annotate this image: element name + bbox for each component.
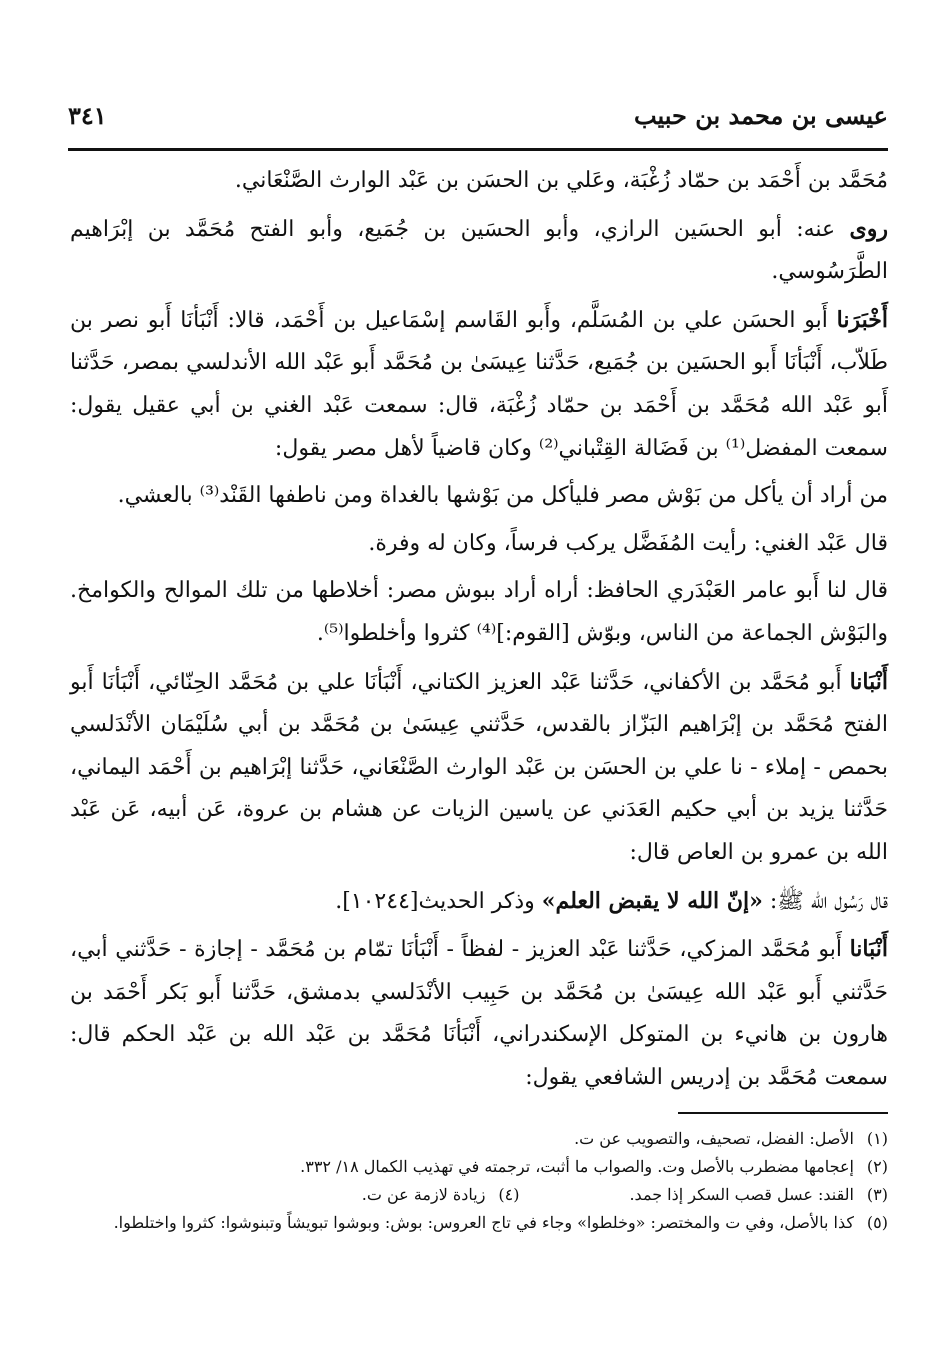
- footnote-text: القند: عسل قصب السكر إذا جمد.: [629, 1185, 854, 1204]
- paragraph-7: [70, 661, 888, 875]
- footnote-rule: [678, 1112, 888, 1114]
- page-header: [68, 95, 888, 135]
- footnote-text: زيادة لازمة عن ت.: [361, 1185, 486, 1204]
- paragraph-1: [70, 160, 888, 203]
- footnote-text: إعجامها مضطرب بالأصل وت. والصواب ما أثبت، ترجمته في تهذيب الكمال ١٨/ ٣٣٢.: [300, 1157, 854, 1176]
- paragraph-text: عنه: أبو الحسَين الرازي، وأبو الحسَين بن جُمَيع، وأبو الفتح مُحَمَّد بن إبْرَاهيم الطَّرَسُوسي.: [70, 216, 888, 285]
- footnote-number: (١): [866, 1129, 888, 1148]
- footnote-number: (٤): [498, 1185, 520, 1204]
- footnote-3: [629, 1182, 888, 1208]
- footnote-number: (٣): [866, 1185, 888, 1204]
- footnote-1: [70, 1126, 888, 1152]
- paragraph-9: [70, 928, 888, 1099]
- paragraph-2: [70, 208, 888, 294]
- main-text: [70, 160, 888, 1104]
- footnote-number: (٢): [866, 1157, 888, 1176]
- paragraph-5: [70, 523, 888, 566]
- paragraph-text: أَبو مُحَمَّد المزكي، حَدَّثنا عَبْد العزيز - لفظاً - أَنْبَأنَا تمّام بن مُحَمَّد - إجازة - حَدَّثني أبي، حَدَّثني أَبو عَبْد الله عِيسَىٰ بن مُحَمَّد بن حَبِيب الأنْدَلسي بدمشق، حَدَّثنا أَبو بَكر أَحْمَد بن هارون بن هانيء بن المتوكل الإسكندراني، أَنْبَأنَا مُحَمَّد بن عَبْد الله بن عَبْد الحكم قال: سمعت مُحَمَّد بن إدريس الشافعي يقول:: [70, 937, 888, 1090]
- paragraph-lead: روى: [849, 215, 888, 242]
- footnotes: [70, 1126, 888, 1238]
- footnote-text: الأصل: الفضل، تصحيف، والتصويب عن ت.: [574, 1129, 854, 1148]
- paragraph-lead: أَنْبَانا: [849, 936, 888, 963]
- running-title: عيسى بن محمد بن حبيب: [633, 101, 888, 130]
- paragraph-text: من أراد أن يأكل من بَوْش مصر فليأكل من بَوْشها بالغداة ومن ناطفها القَنْد⁽³⁾ بالعشي.: [117, 483, 888, 509]
- paragraph-text: أَبو الحسَن علي بن المُسَلَّم، وأَبو القَاسم إسْمَاعيل بن أَحْمَد، قالا: أَنْبَأنَا أَبو نصر بن طَلاّب، أَنْبَأنَا أَبو الحسَين بن جُمَيع، حَدَّثنا عِيسَىٰ بن مُحَمَّد أَبو عَبْد الله الأندلسي بمصر، حَدَّثنا أَبو عَبْد الله مُحَمَّد بن أَحْمَد بن حمّاد زُغْبَة، قال: سمعت عَبْد الغني بن أبي عقيل يقول: سمعت المفضل⁽¹⁾ بن فَضَالة القِتْباني⁽²⁾ وكان قاضياً لأهل مصر يقول:: [70, 307, 888, 461]
- footnote-5: [70, 1210, 888, 1236]
- header-rule: [68, 148, 888, 151]
- paragraph-text: أَبو مُحَمَّد بن الأكفاني، حَدَّثنا عَبْد العزيز الكتاني، أَنْبَأنَا علي بن مُحَمَّد الحِنّائي، أَنْبَأنَا أَبو الفتح مُحَمَّد بن إبْرَاهيم البَزّاز بالقدس، حَدَّثني عِيسَىٰ بن مُحَمَّد بن أبي سُلَيْمَان الأنْدَلسي بحمص - إملاء - نا علي بن الحسَن بن عَبْد الوارث الصَّنْعَاني، حَدَّثنا إبْرَاهيم بن أَحْمَد اليماني، حَدَّثنا يزيد بن أبي حكيم العَدَني عن ياسين الزيات عن هشام بن عروة، عَن أبيه، عَن عَبْد الله بن عمرو بن العاص قال:: [70, 669, 888, 865]
- hadith-quote: «إنّ الله لا يقبض العلم»: [541, 887, 763, 914]
- footnote-2: [70, 1154, 888, 1180]
- paragraph-text: مُحَمَّد بن أَحْمَد بن حمّاد زُغْبَة، وعَلي بن الحسَن بن عَبْد الوارث الصَّنْعَاني.: [234, 168, 888, 193]
- paragraph-lead: أَخْبَرَنا: [836, 306, 888, 333]
- footnote-4: [362, 1182, 520, 1208]
- paragraph-8: [70, 880, 888, 924]
- page-number: ٣٤١: [68, 101, 107, 130]
- footnote-number: (٥): [866, 1213, 888, 1232]
- footnote-row-3-4: [70, 1182, 888, 1208]
- paragraph-6: [70, 570, 888, 655]
- hadith-intro: قال رَسُول الله ﷺ:: [762, 888, 888, 914]
- paragraph-3: [70, 299, 888, 470]
- hadith-outro: وذكر الحديث[١٠٢٤٤].: [335, 888, 542, 914]
- paragraph-4: [70, 475, 888, 518]
- paragraph-lead: أَنْبَانا: [849, 668, 888, 695]
- paragraph-text: قال عَبْد الغني: رأيت المُفَضَّل يركب فرساً، وكان له وفرة.: [368, 530, 888, 556]
- footnote-text: كذا بالأصل، وفي ت والمختصر: «وخلطوا» وجاء في تاج العروس: بوش: وبوشوا تبويشاً وتبنوشوا: كثروا واختلطوا.: [113, 1213, 854, 1232]
- paragraph-text: قال لنا أَبو عامر العَبْدَري الحافظ: أراه أراد ببوش مصر: أخلاطها من تلك الموالح والكوامخ. والبَوْش الجماعة من الناس، وبوّش [القوم:]⁽⁴⁾ كثروا وأخلطوا⁽⁵⁾.: [70, 578, 888, 646]
